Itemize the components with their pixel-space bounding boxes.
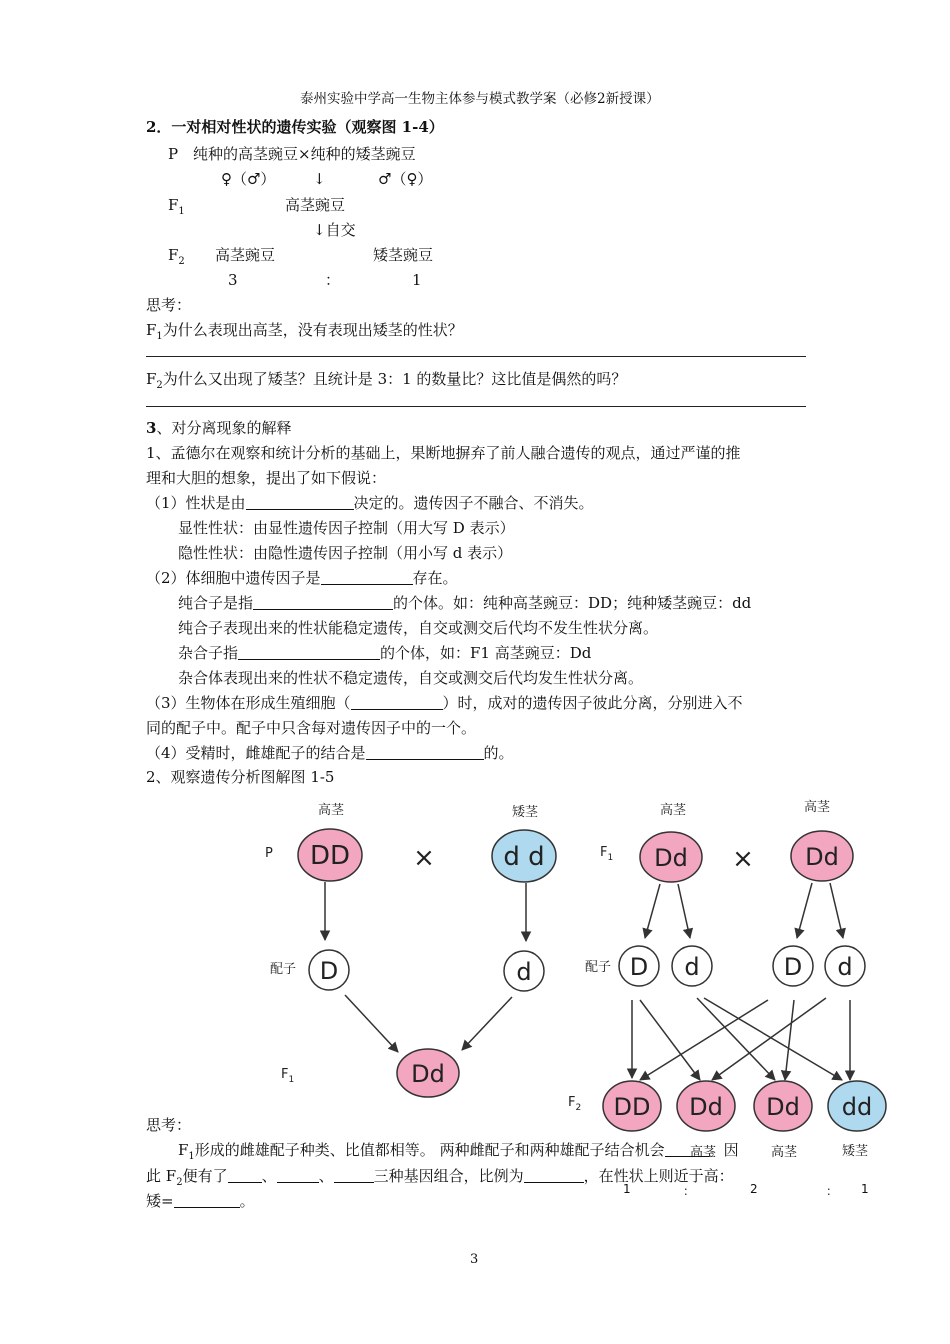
ratio-colon: ： xyxy=(325,271,341,289)
parent-recessive-text: d d xyxy=(503,842,545,872)
f2-ratio-colon-2: ： xyxy=(826,1184,839,1198)
hypothesis-3: （3）生物体在形成生殖细胞（ ）时，成对的遗传因子彼此分离，分别进入不 xyxy=(146,694,743,712)
parent-dd-text: DD xyxy=(309,841,351,871)
gamete-right-2-text: d xyxy=(684,953,700,981)
f2-offspring-1-text: DD xyxy=(613,1093,651,1121)
f1-label-left: $F_1$ xyxy=(281,1067,295,1085)
arrow-combo-4 xyxy=(704,998,842,1080)
hypothesis-1: （1）性状是由 决定的。遗传因子不融合、不消失。 xyxy=(146,494,594,512)
arrow-combo-3 xyxy=(697,998,775,1080)
ratio-short: 1 xyxy=(412,271,422,289)
homozygote-note: 纯合子表现出来的性状能稳定遗传，自交或测交后代均不发生性状分离。 xyxy=(178,619,659,637)
cross-symbol-left: × xyxy=(413,843,435,873)
heterozygote-note: 杂合体表现出来的性状不稳定遗传，自交或测交后代均发生性状分离。 xyxy=(178,669,644,687)
f2-offspring-2-text: Dd xyxy=(689,1093,723,1121)
phenotype-tall-overlay-2: 高茎 xyxy=(771,1145,798,1160)
f2-tall: 高茎豌豆 xyxy=(215,246,276,264)
arrow-f1p1-g2 xyxy=(678,884,690,938)
f1-parent-1-text: Dd xyxy=(654,844,688,872)
arrow-f1p2-g3 xyxy=(797,883,812,938)
arrow-d-f1 xyxy=(462,997,512,1050)
paragraph-1-line-1: 1、孟德尔在观察和统计分析的基础上，果断地摒弃了前人融合遗传的观点，通过严谨的推 xyxy=(146,444,741,462)
question-1: $F_1$为什么表现出高茎，没有表现出矮茎的性状？ xyxy=(146,321,463,342)
arrow-D-f1 xyxy=(345,995,398,1052)
answer-line-2[interactable] xyxy=(146,406,806,407)
arrow-f1p2-g4 xyxy=(830,883,843,938)
f1-offspring-text: Dd xyxy=(411,1060,445,1088)
f2-label-right: $F_2$ xyxy=(568,1095,582,1113)
blank-6[interactable] xyxy=(366,744,484,760)
blank-9[interactable] xyxy=(277,1167,319,1183)
blank-11[interactable] xyxy=(524,1167,584,1183)
hypothesis-4: （4）受精时，雌雄配子的结合是 的。 xyxy=(146,744,514,762)
label-tall-right-1: 高茎 xyxy=(660,803,687,818)
think-label-2: 思考： xyxy=(146,1116,192,1134)
closing-line-1: $F_1$形成的雌雄配子种类、比值都相等。 两种雌配子和两种雄配子结合机会 。因 xyxy=(178,1141,739,1162)
gamete-label-left: 配子 xyxy=(270,962,297,977)
blank-12[interactable] xyxy=(174,1192,240,1208)
label-tall-right-2: 高茎 xyxy=(804,800,831,815)
gamete-right-3-text: D xyxy=(783,953,803,981)
phenotype-tall-overlay-1: 高茎 xyxy=(690,1145,717,1160)
arrow-combo-7 xyxy=(712,998,826,1080)
f2-ratio-2: 2 xyxy=(750,1182,758,1196)
homozygote-def: 纯合子是指 的个体。如：纯种高茎豌豆：DD；纯种矮茎豌豆：dd xyxy=(178,594,752,612)
genetic-analysis-diagram xyxy=(0,790,950,1170)
dominant-trait: 显性性状：由显性遗传因子控制（用大写 D 表示） xyxy=(178,519,515,537)
gamete-label-right: 配子 xyxy=(585,960,612,975)
hypothesis-3-line-2: 同的配子中。配子中只含每对遗传因子中的一个。 xyxy=(146,719,477,737)
selfing-arrow: ↓自交 xyxy=(313,221,356,239)
label-tall-left: 高茎 xyxy=(318,803,345,818)
right-parent-sex: ♂（♀） xyxy=(378,170,433,188)
f2-ratio-colon-1: ： xyxy=(683,1184,696,1198)
f1-phenotype: 高茎豌豆 xyxy=(285,196,346,214)
gamete-right-4-text: d xyxy=(837,953,853,981)
blank-2[interactable] xyxy=(321,569,413,585)
f2-short: 矮茎豌豆 xyxy=(373,246,434,264)
arrow-combo-2 xyxy=(640,1000,700,1080)
blank-4[interactable] xyxy=(238,644,380,660)
section-3-title: 3、对分离现象的解释 xyxy=(146,419,292,437)
blank-10[interactable] xyxy=(334,1167,374,1183)
f2-offspring-4-text: dd xyxy=(841,1093,873,1121)
blank-5[interactable] xyxy=(351,694,443,710)
heterozygote-def: 杂合子指 的个体，如：F1 高茎豌豆：Dd xyxy=(178,644,592,662)
f1-label: $F_1$ xyxy=(168,196,185,217)
f2-ratio-3: 1 xyxy=(861,1182,869,1196)
down-arrow: ↓ xyxy=(313,170,326,188)
page-header: 泰州实验中学高一生物主体参与模式教学案（必修2新授课） xyxy=(300,91,660,107)
arrow-f1p1-g1 xyxy=(645,884,660,938)
f2-ratio-1: 1 xyxy=(623,1182,631,1196)
gamete-d-text: d xyxy=(516,958,532,986)
blank-8[interactable] xyxy=(228,1167,262,1183)
label-short-left: 矮茎 xyxy=(512,805,539,820)
cross-symbol-right: × xyxy=(732,844,754,874)
p-label: P xyxy=(168,145,179,163)
section-2-title: 2．一对相对性状的遗传实验（观察图 1-4） xyxy=(146,118,444,136)
f2-offspring-3-text: Dd xyxy=(766,1093,800,1121)
left-parent-sex: ♀（♂） xyxy=(221,170,276,188)
arrow-combo-6 xyxy=(785,1000,794,1080)
ratio-tall: 3 xyxy=(228,271,238,289)
page-number: 3 xyxy=(470,1252,479,1267)
paragraph-2: 2、观察遗传分析图解图 1-5 xyxy=(146,768,335,786)
f2-label: $F_2$ xyxy=(168,246,185,267)
recessive-trait: 隐性性状：由隐性遗传因子控制（用小写 d 表示） xyxy=(178,544,513,562)
gamete-right-1-text: D xyxy=(629,953,649,981)
blank-1[interactable] xyxy=(246,494,354,510)
p-cross-text: 纯种的高茎豌豆×纯种的矮茎豌豆 xyxy=(193,145,416,163)
hypothesis-2: （2）体细胞中遗传因子是 存在。 xyxy=(146,569,458,587)
question-2: $F_2$为什么又出现了矮茎？且统计是 3：1 的数量比？这比值是偶然的吗？ xyxy=(146,370,627,391)
phenotype-short-right: 矮茎 xyxy=(842,1144,869,1159)
f1-label-right: $F_1$ xyxy=(600,845,614,863)
f1-parent-2-text: Dd xyxy=(805,843,839,871)
arrow-combo-5 xyxy=(640,1000,768,1080)
closing-line-3: 矮= 。 xyxy=(146,1192,255,1210)
gamete-D-text: D xyxy=(319,957,339,985)
think-label-1: 思考： xyxy=(146,296,192,314)
blank-3[interactable] xyxy=(253,594,393,610)
paragraph-1-line-2: 理和大胆的想象，提出了如下假说： xyxy=(146,469,387,487)
p-generation-label: P xyxy=(265,846,273,861)
answer-line-1[interactable] xyxy=(146,356,806,357)
closing-line-2: 此 $F_2$便有了 、 、 三种基因组合，比例为 ，在性状上则近于高： xyxy=(146,1167,734,1188)
